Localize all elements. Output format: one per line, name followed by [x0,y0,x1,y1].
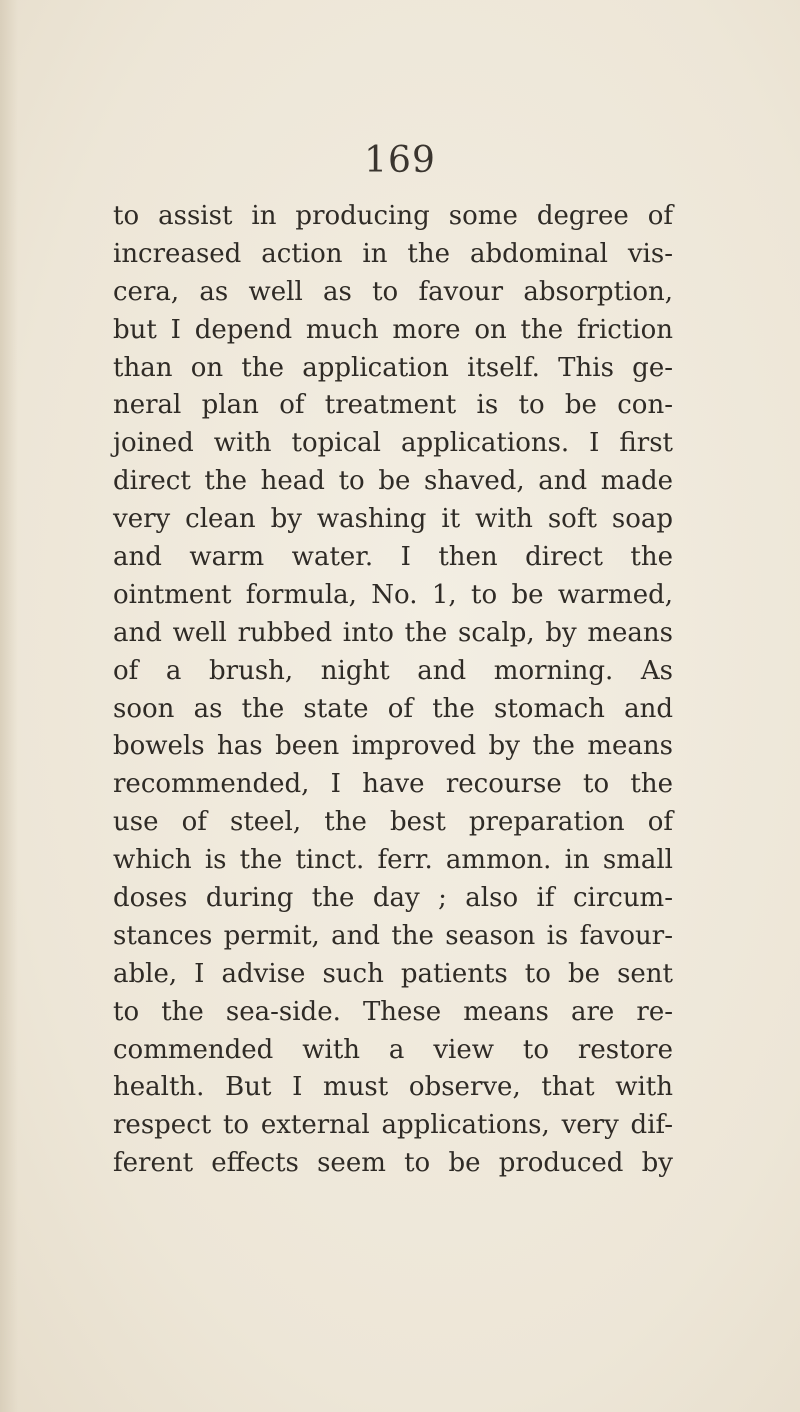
text-line: to the sea-side. These means are re- [113,996,673,1027]
text-line: neral plan of treatment is to be con- [113,390,673,421]
text-line: joined with topical applications. I first [113,428,673,459]
text-line: of a brush, night and morning. As [113,655,673,686]
text-line: which is the tinct. ferr. ammon. in small [113,845,673,876]
text-line: respect to external applications, very dif- [113,1110,673,1141]
body-text [113,198,673,1183]
text-line: direct the head to be shaved, and made [113,466,673,497]
page-number: 169 [364,140,436,181]
text-line: use of steel, the best preparation of [113,807,673,838]
spine-shadow [0,0,18,1412]
text-line: and warm water. I then direct the [113,542,673,573]
text-line: increased action in the abdominal vis- [113,238,673,269]
text-line: to assist in producing some degree of [113,201,673,231]
text-line: but I depend much more on the friction [113,314,673,345]
text-line: bowels has been improved by the means [113,731,673,762]
text-line: commended with a view to restore [113,1034,673,1065]
text-line: recommended, I have recourse to the [113,769,673,800]
text-line: than on the application itself. This ge- [113,352,673,383]
text-line: very clean by washing it with soft soap [113,504,673,535]
text-line: able, I advise such patients to be sent [113,958,673,989]
text-line: health. But I must observe, that with [113,1072,673,1103]
text-line: doses during the day ; also if circum- [113,883,673,914]
text-line: cera, as well as to favour absorption, [113,276,673,307]
text-line: ointment formula, No. 1, to be warmed, [113,579,673,610]
text-line: ferent effects seem to be produced by [113,1148,673,1179]
text-line: stances permit, and the season is favour- [113,920,673,951]
text-line: and well rubbed into the scalp, by means [113,617,673,648]
text-line: soon as the state of the stomach and [113,693,673,724]
